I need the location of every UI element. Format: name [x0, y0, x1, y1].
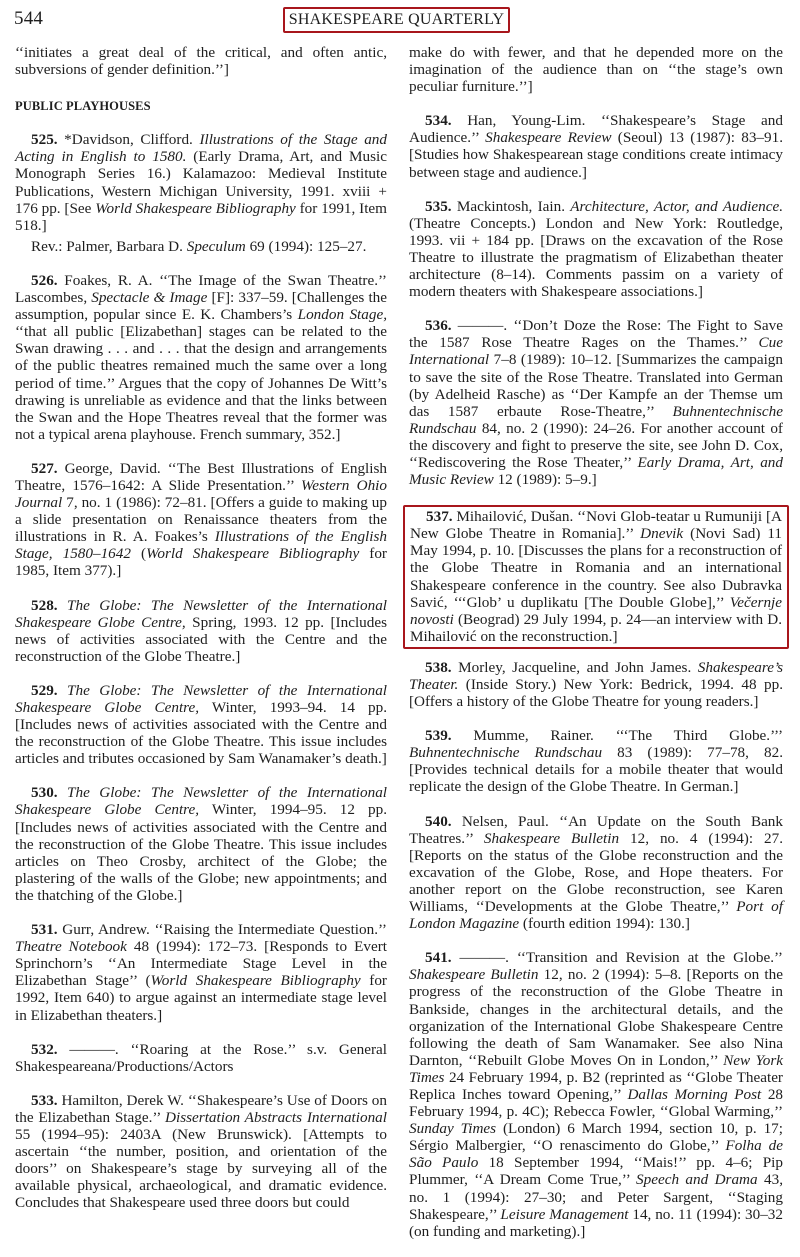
entry-title-italic: Večernje novosti [410, 593, 782, 628]
entry-title-italic: Shakespeare’s Theater. [409, 658, 783, 693]
entry-title-italic: Architecture, Actor, and Audience. [570, 197, 783, 215]
running-head: SHAKESPEARE QUARTERLY [283, 7, 510, 33]
entry-number: 526. [31, 271, 58, 289]
entry-list [409, 112, 783, 1240]
entry-text: (Theatre Concepts.) London and New York: Routledge, 1993. vii + 184 pp. [Draws on the excavation of the Rose Theatre to illustrate the pragmatism of Elizabethan theater architecture (8–14). Comments passim on a variety of modern theaters with Shakespeare associations.] [409, 214, 783, 301]
entry-title-italic: Sunday Times [409, 1120, 497, 1138]
entry-text: for 1992, Item 640) to argue against an intermediate stage level in Elizabethan theaters.] [15, 972, 387, 1024]
entry-title-italic: Dallas Morning Post [627, 1085, 762, 1103]
entry-text: 12, no. 4 (1994): 27. [Reports on the status of the Globe reconstruction and the excavation of the Globe, Rose, and Hope theaters. For another report on the Globe reconstruction, see Karen Williams, ‘‘Developments at the Globe Theatre,’’ [409, 829, 784, 916]
section-heading: PUBLIC PLAYHOUSES [15, 99, 151, 114]
bibliography-entry-527 [15, 460, 387, 580]
bibliography-entry-537 [410, 508, 782, 645]
entry-list [15, 131, 387, 1211]
page-number: 544 [14, 8, 44, 29]
entry-text: for 1985, Item 377).] [15, 545, 387, 580]
entry-number: 525. [31, 131, 58, 149]
entry-title-italic: World Shakespeare Bibliography [150, 972, 361, 990]
entry-text: (Seoul) 13 (1987): 83–91. [Studies how Shakespearean stage conditions create intimacy between stage and audience.] [409, 129, 783, 181]
entry-text: 83 (1989): 77–78, 82. [Provides technical details for a mobile theater that would replicate the design of the Globe Theatre. In German.] [409, 744, 783, 796]
entry-number: 536. [425, 317, 452, 335]
entry-title-italic: The Globe: The Newsletter of the International Shakespeare Globe Centre, [15, 596, 388, 631]
entry-number: 532. [31, 1040, 58, 1058]
entry-number: 527. [31, 459, 58, 477]
bibliography-entry-529 [15, 682, 387, 767]
entry-text: ———. ‘‘Transition and Revision at the Globe.’’ [451, 949, 783, 967]
bibliography-entry-539 [409, 727, 783, 795]
bibliography-entry-541 [409, 949, 783, 1240]
entry-text: 24 February 1994, p. B2 (reprinted as ‘‘Globe Theater Replica Inches toward Opening,’’ [409, 1068, 783, 1103]
entry-text: ———. ‘‘Don’t Doze the Rose: The Fight to Save the 1587 Rose Theatre Rages on the Thames.’’ [409, 317, 783, 352]
entry-text: Mihailović, Dušan. ‘‘Novi Glob-teatar u Rumuniji [A New Globe Theatre in Romania].’’ [410, 508, 782, 543]
entry-text: Winter, 1994–95. 12 pp. [Includes news of activities associated with the Centre and the reconstruction of the Globe Theatre. This issue includes articles on Theo Crosby, architect of the Globe; the plastering of the walls of the Globe; new appointments; and the thatching of the Globe.] [15, 801, 387, 904]
entry-text: Hamilton, Derek W. ‘‘Shakespeare’s Use of Doors on the Elizabethan Stage.’’ [15, 1091, 387, 1126]
entry-title-italic: Dissertation Abstracts International [165, 1108, 387, 1126]
entry-title-italic: Speech and Drama [636, 1171, 758, 1189]
entry-text: 12, no. 2 (1994): 5–8. [Reports on the progress of the reconstruction of the Globe Theatre in Bankside, changes in the architectural details, and the organization of the International Globe Shakespeare Centre following the death of Sam Wanamaker. See also Nina Darnton, ‘‘Rebuilt Globe Moves On in London,’’ [409, 966, 783, 1069]
entry-text: Nelsen, Paul. ‘‘An Update on the South Bank Theatres.’’ [409, 812, 783, 847]
bibliography-entry-536 [409, 317, 783, 488]
entry-text: for 1991, Item 518.] [15, 199, 387, 234]
bibliography-entry-528 [15, 597, 387, 665]
entry-text: Rev.: Palmer, Barbara D. [31, 237, 187, 255]
entry-text: Foakes, R. A. ‘‘The Image of the Swan Theatre.’’ Lascombes, [15, 271, 387, 307]
entry-title-italic: World Shakespeare Bibliography [146, 545, 360, 563]
continuation-text: make do with fewer, and that he depended more on the imagination of the audience than on ‘‘the stage’s own peculiar furniture.’’] [409, 44, 783, 96]
bibliography-entry-525 [15, 131, 387, 234]
entry-number: 533. [31, 1091, 58, 1109]
entry-title-italic: Western Ohio Journal [15, 476, 387, 512]
entry-title-italic: The Globe: The Newsletter of the International Shakespeare Globe Centre, [15, 681, 388, 716]
entry-text: ———. ‘‘Roaring at the Rose.’’ s.v. General Shakespeareana/Productions/Actors [15, 1040, 387, 1075]
entry-number: 541. [425, 949, 452, 967]
entry-title-italic: Dnevik [640, 525, 684, 543]
entry-text: Han, Young-Lim. ‘‘Shakespeare’s Stage and Audience.’’ [409, 112, 783, 147]
entry-number: 535. [425, 197, 452, 215]
bibliography-entry-531 [15, 921, 387, 1024]
bibliography-entry-540 [409, 813, 783, 933]
entry-title-italic: Early Drama, Art, and Music Review [409, 453, 783, 489]
entry-number: 538. [425, 658, 452, 676]
entry-text: 7–8 (1989): 10–12. [Summarizes the campaign to save the site of the Rose Theatre. Translated into German (by Adelheid Rasche) as ‘‘Der Kampfe an der Themse um das 1587 erbaute Rose-Theatre,’’ [409, 351, 783, 420]
entry-number: 540. [425, 812, 452, 830]
entry-text: (Inside Story.) New York: Bedrick, 1994. 48 pp. [Offers a history of the Globe Theatre for young readers.] [409, 676, 783, 711]
entry-title-italic: Shakespeare Bulletin [483, 829, 620, 847]
entry-text: 12 (1989): 5–9.] [493, 471, 597, 489]
entry-text: Gurr, Andrew. ‘‘Raising the Intermediate Question.’’ [57, 921, 387, 939]
entry-text: Mumme, Rainer. ‘‘‘The Third Globe.’’’ [451, 727, 783, 745]
bibliography-entry-533 [15, 1092, 387, 1212]
review-line [15, 238, 387, 255]
entry-title-italic: Buhnentechnische Rundschau [409, 402, 783, 437]
bibliography-entry-535 [409, 198, 783, 301]
entry-text: 55 (1994–95): 2403A (New Brunswick). [Attempts to ascertain ‘‘the number, position, and orientation of the doors’’ on Shakespeare’s stage by surveying all of the available physical, archaeological, and dramatic evidence. Concludes that Shakespeare used three doors but could [15, 1125, 387, 1212]
entry-text: 69 (1994): 125–27. [245, 237, 367, 255]
entry-title-italic: New York Times [409, 1051, 783, 1086]
entry-text: 28 February 1994, p. 4C); Rebecca Fowler, ‘‘Global Warming,’’ [409, 1085, 784, 1121]
entry-title-italic: Buhnentechnische Rundschau [409, 744, 603, 762]
entry-text [58, 784, 67, 801]
entry-title-italic: Shakespeare Review [485, 129, 612, 147]
entry-number: 530. [31, 784, 58, 802]
entry-title-italic: Folha de São Paulo [409, 1137, 783, 1172]
entry-text: (Beograd) 29 July 1994, p. 24—an interview with D. Mihailović on the reconstruction.] [410, 610, 782, 645]
left-column [15, 44, 387, 1228]
highlighted-entry-box [403, 505, 789, 649]
entry-text: Morley, Jacqueline, and John James. [451, 658, 698, 676]
entry-text: Mackintosh, Iain. [451, 197, 571, 215]
entry-text: (Novi Sad) 11 May 1994, p. 10. [Discusses the plans for a reconstruction of the Globe Theatre in Romania and an international Shakespeare conference in the country. See also Dubravka Savić, ‘‘‘Glob’ u duplikatu [The Double Globe],’’ [410, 525, 782, 611]
entry-title-italic: Cue International [409, 334, 783, 369]
entry-title-italic: Shakespeare Bulletin [409, 966, 539, 984]
entry-title-italic: Speculum [186, 237, 246, 255]
bibliography-entry-532 [15, 1041, 387, 1075]
entry-text: 14, no. 11 (1994): 30–32 (on funding and marketing).] [409, 1205, 783, 1240]
entry-number: 531. [31, 921, 58, 939]
entry-text: 43, no. 1 (1994): 27–30; and Peter Sargent, ‘‘Staging Shakespeare,’’ [409, 1171, 783, 1223]
entry-text: ‘‘that all public [Elizabethan] stages can be related to the Swan drawing . . . and . . . that the design and arrangements of the public theatres remained much the same over a long period of time.’’ Argues that the copy of Johannes De Witt’s drawing is unreliable as evidence and that the links between the Swan and the Hope Theatres reveal that the former was not a typical arena playhouse. French summary, 352.] [15, 323, 387, 443]
entry-title-italic: Port of London Magazine [409, 898, 783, 933]
entry-text: 84, no. 2 (1990): 24–26. For another account of the discovery and fight to preserve the site, see John D. Cox, ‘‘Rediscovering the Rose Theater,’’ [409, 419, 783, 471]
entry-text [58, 597, 67, 614]
entry-title-italic: Spectacle & Image [91, 289, 208, 307]
entry-text [58, 682, 67, 699]
bibliography-entry-534 [409, 112, 783, 180]
entry-text: (Early Drama, Art, and Music Monograph Series 16.) Kalamazoo: Medieval Institute Publications, Western Michigan University, 1991. xviii + 176 pp. [See [15, 148, 387, 217]
entry-text: [F]: 337–59. [Challenges the assumption, popular since E. K. Chambers’s [15, 289, 387, 324]
entry-number: 528. [31, 596, 58, 614]
entry-title-italic: Illustrations of the English Stage, 1580–1642 [15, 528, 387, 563]
entry-text: 48 (1994): 172–73. [Responds to Evert Sprinchorn’s ‘‘An Intermediate Stage Level in the Elizabethan Stage’’ ( [15, 938, 387, 990]
entry-text: 18 September 1994, ‘‘Mais!’’ pp. 4–6; Pip Plummer, ‘‘A Dream Come True,’’ [409, 1154, 783, 1189]
entry-title-italic: Theatre Notebook [15, 938, 127, 956]
bibliography-entry-530 [15, 784, 387, 904]
entry-title-italic: Illustrations of the Stage and Acting in English to 1580. [15, 131, 387, 166]
continuation-text: ‘‘initiates a great deal of the critical, and often antic, subversions of gender definition.’’] [15, 44, 387, 79]
entry-number: 534. [425, 112, 452, 130]
entry-text: 7, no. 1 (1986): 72–81. [Offers a guide to making up a slide presentation on Renaissance theaters from the illustrations in R. A. Foakes’s [15, 494, 387, 546]
entry-title-italic: World Shakespeare Bibliography [95, 199, 296, 217]
bibliography-entry-538 [409, 659, 783, 710]
right-column [409, 44, 783, 1257]
entry-number: 529. [31, 681, 58, 699]
entry-text: ( [130, 545, 147, 563]
entry-title-italic: London Stage, [297, 306, 387, 324]
entry-number: 539. [425, 727, 452, 745]
entry-title-italic: Leisure Management [500, 1205, 629, 1223]
bibliography-entry-526 [15, 272, 387, 443]
entry-text: Spring, 1993. 12 pp. [Includes news of activities associated with the Centre and the reconstruction of the Globe Theatre.] [15, 613, 388, 665]
entry-text: Winter, 1993–94. 14 pp. [Includes news of activities associated with the Centre and the reconstruction of the Globe Theatre. This issue includes articles and tributes occasioned by Sam Wanamaker’s death.] [15, 699, 387, 768]
entry-text: (fourth edition 1994): 130.] [519, 915, 690, 933]
entry-number: 537. [426, 508, 453, 526]
entry-text: George, David. ‘‘The Best Illustrations of English Theatre, 1576–1642: A Slide Presentation.’’ [15, 459, 387, 494]
entry-text: (London) 6 March 1994, section 10, p. 17; Sérgio Malbergier, ‘‘O renascimento do Globe,’’ [409, 1120, 783, 1155]
entry-text: *Davidson, Clifford. [57, 131, 200, 149]
entry-title-italic: The Globe: The Newsletter of the International Shakespeare Globe Centre, [15, 784, 388, 819]
